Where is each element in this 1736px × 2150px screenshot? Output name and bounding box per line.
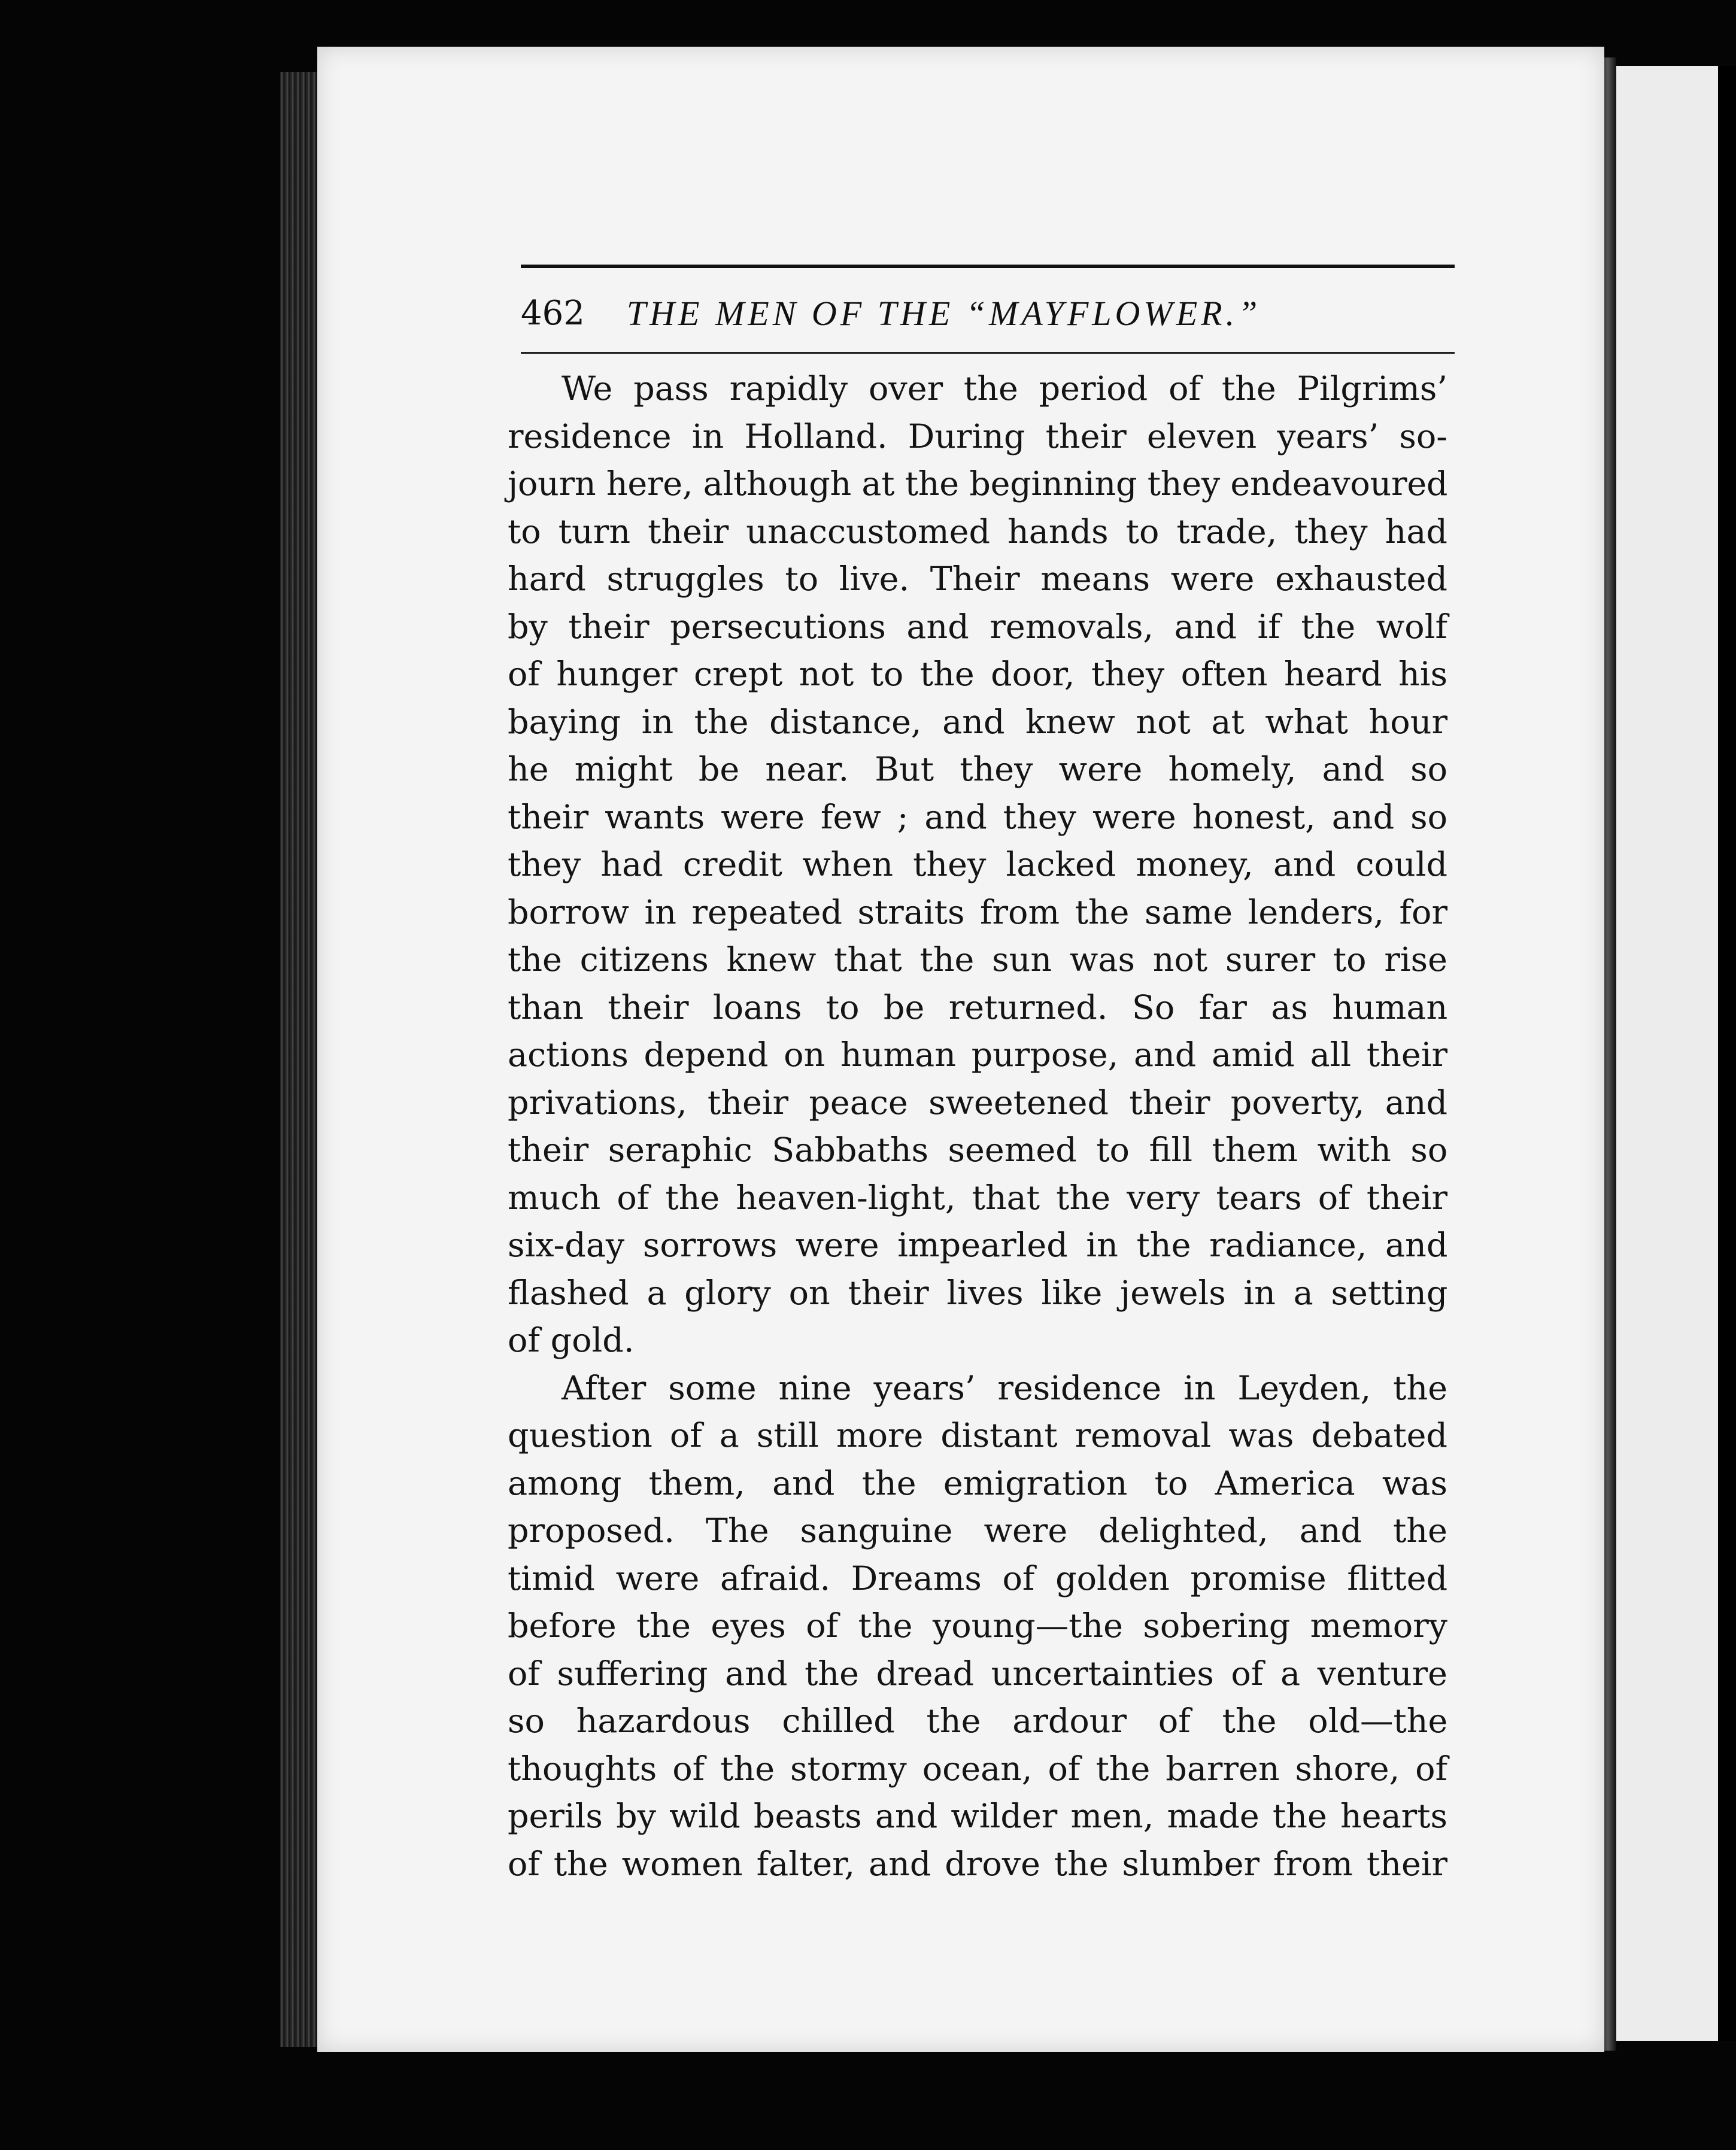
- text-line: actions depend on human purpose, and amid all their: [508, 1035, 1447, 1074]
- text-line: proposed. The sanguine were delighted, and the: [508, 1511, 1447, 1550]
- text-line: six-day sorrows were impearled in the radiance, and: [508, 1226, 1448, 1265]
- text-line: their seraphic Sabbaths seemed to fill them with so: [508, 1131, 1448, 1170]
- page-number: 462: [521, 293, 585, 333]
- text-line: to turn their unaccustomed hands to trade, they had: [508, 512, 1447, 551]
- text-line: before the eyes of the young—the sobering memory: [508, 1607, 1447, 1645]
- text-line: so hazardous chilled the ardour of the old—the: [508, 1702, 1448, 1741]
- text-line: privations, their peace sweetened their poverty, and: [508, 1083, 1448, 1122]
- text-line: timid were afraid. Dreams of golden promise flitted: [508, 1559, 1448, 1598]
- text-line: perils by wild beasts and wilder men, made the hearts: [508, 1797, 1447, 1836]
- running-title: THE MEN OF THE “MAYFLOWER.”: [626, 293, 1261, 333]
- text-line: of the women falter, and drove the slumber from their: [508, 1844, 1448, 1884]
- text-line: the citizens knew that the sun was not surer to rise: [508, 940, 1447, 979]
- text-line: much of the heaven-light, that the very tears of their: [508, 1178, 1447, 1217]
- header-rule-top: [521, 265, 1455, 268]
- body-text: [508, 365, 1447, 1888]
- text-line: borrow in repeated straits from the same lenders, for: [508, 892, 1447, 932]
- text-line: he might be near. But they were homely, and so: [508, 750, 1447, 789]
- header-rule-bottom: [521, 352, 1455, 354]
- text-line: hard struggles to live. Their means were exhausted: [508, 560, 1447, 599]
- text-line: of gold.: [508, 1321, 635, 1360]
- text-line: After some nine years’ residence in Leyden, the: [562, 1368, 1448, 1408]
- text-line: journ here, although at the beginning they endeavoured: [508, 464, 1448, 503]
- text-line: their wants were few ; and they were honest, and so: [508, 797, 1447, 837]
- running-head: [521, 280, 1455, 346]
- text-line: baying in the distance, and knew not at what hour: [508, 702, 1447, 742]
- text-line: question of a still more distant removal was debated: [508, 1416, 1447, 1455]
- text-line: of suffering and the dread uncertainties of a venture: [508, 1654, 1447, 1693]
- text-line: thoughts of the stormy ocean, of the barren shore, of: [508, 1749, 1448, 1788]
- paragraph-2: [508, 1365, 1447, 1888]
- text-line: than their loans to be returned. So far as human: [508, 988, 1448, 1027]
- facing-page-edge: [1718, 66, 1736, 2041]
- paragraph-1: [508, 365, 1447, 1365]
- text-line: flashed a glory on their lives like jewels in a setting: [508, 1273, 1448, 1313]
- text-line: of hunger crept not to the door, they often heard his: [508, 655, 1448, 694]
- text-line: among them, and the emigration to America was: [508, 1463, 1447, 1503]
- text-line: residence in Holland. During their eleven years’ so-: [508, 417, 1447, 456]
- text-line: by their persecutions and removals, and if the wolf: [508, 607, 1447, 646]
- text-line: We pass rapidly over the period of the Pilgrims’: [562, 369, 1447, 408]
- text-line: they had credit when they lacked money, and could: [508, 845, 1447, 884]
